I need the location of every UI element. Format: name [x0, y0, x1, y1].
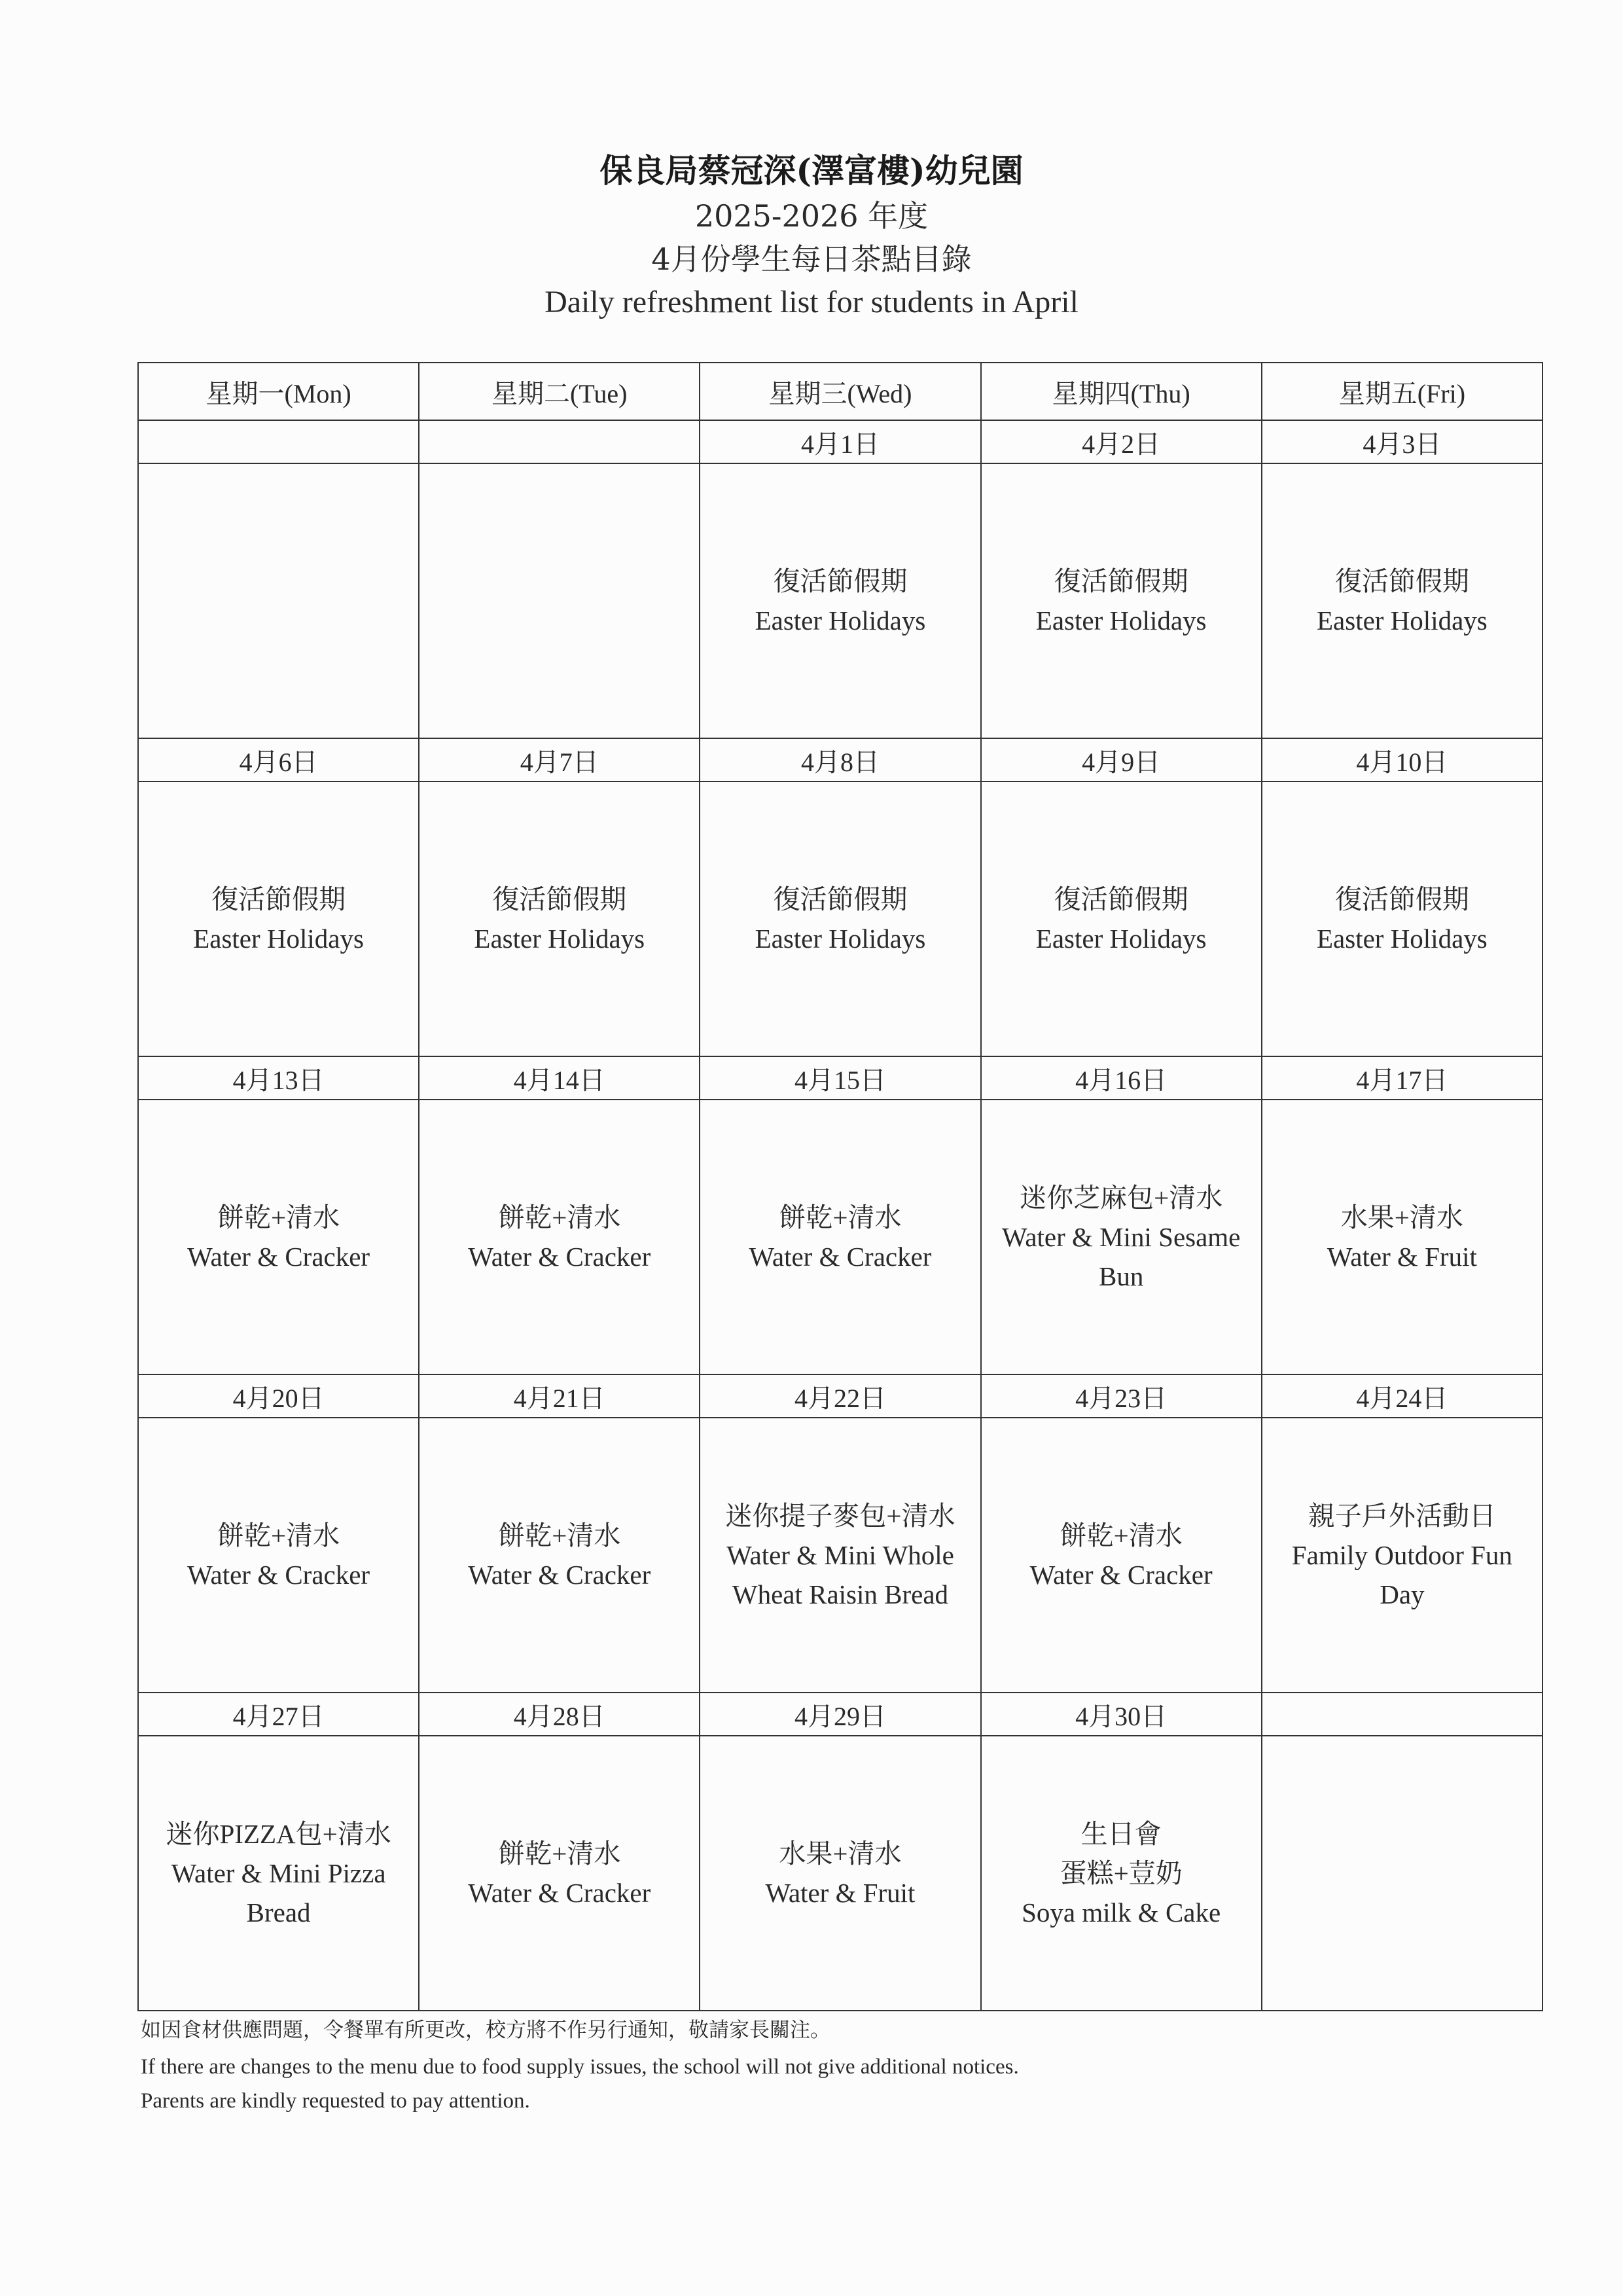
date-cell: 4月6日: [138, 738, 419, 781]
date-cell: 4月20日: [138, 1374, 419, 1418]
menu-cell: [138, 781, 419, 1056]
date-cell: 4月8日: [700, 738, 980, 781]
menu-item-text: 生日會: [1080, 1819, 1162, 1849]
menu-item-text: Water & Cracker: [187, 1560, 370, 1590]
menu-item-text: Bread: [246, 1897, 311, 1928]
menu-cell: [419, 1736, 700, 2011]
menu-item-text: Soya milk & Cake: [1022, 1897, 1221, 1928]
date-cell: [138, 420, 419, 463]
date-row: [138, 420, 1543, 463]
menu-item-text: 復活節假期: [1334, 884, 1469, 914]
weekday-header: 星期一(Mon): [138, 363, 419, 420]
menu-item-text: Easter Holidays: [474, 924, 645, 954]
menu-cell: [419, 1100, 700, 1374]
menu-item-text: Water & Cracker: [749, 1242, 932, 1272]
menu-item-text: Water & Cracker: [468, 1242, 651, 1272]
date-cell: 4月1日: [700, 420, 980, 463]
menu-item-text: 餅乾+清水: [498, 1839, 621, 1869]
menu-item-text: 復活節假期: [211, 884, 346, 914]
date-cell: 4月9日: [981, 738, 1262, 781]
menu-item-text: Family Outdoor Fun Day: [1291, 1540, 1512, 1609]
menu-cell: [700, 781, 980, 1056]
date-cell: 4月16日: [981, 1056, 1262, 1100]
menu-cell: [1262, 463, 1543, 738]
menu-item-text: 蛋糕+荳奶: [1060, 1858, 1183, 1888]
school-name: 保良局蔡冠深(澤富樓)幼兒園: [599, 151, 1024, 190]
date-cell: 4月28日: [419, 1693, 700, 1736]
weekday-header: 星期五(Fri): [1262, 363, 1543, 420]
date-cell: 4月29日: [700, 1693, 980, 1736]
menu-item-text: Easter Holidays: [755, 605, 926, 636]
menu-row: [138, 1736, 1543, 2011]
date-cell: [419, 420, 700, 463]
menu-item-text: Easter Holidays: [193, 924, 364, 954]
menu-item-text: Bun: [1098, 1261, 1144, 1291]
menu-item-text: 餅乾+清水: [1060, 1520, 1183, 1551]
menu-item-text: 親子戶外活動日: [1308, 1501, 1496, 1531]
menu-cell: [700, 463, 980, 738]
menu-item-text: Easter Holidays: [1035, 924, 1207, 954]
menu-item-text: Easter Holidays: [1035, 605, 1207, 636]
date-cell: 4月15日: [700, 1056, 980, 1100]
menu-item-text: 餅乾+清水: [779, 1202, 902, 1232]
academic-year: 2025-2026 年度: [694, 198, 929, 234]
menu-cell: [419, 781, 700, 1056]
menu-item-text: Water & Mini Pizza: [171, 1858, 386, 1888]
menu-item-text: 水果+清水: [1340, 1202, 1463, 1232]
date-row: [138, 738, 1543, 781]
weekday-header: 星期二(Tue): [419, 363, 700, 420]
weekday-header: 星期四(Thu): [981, 363, 1262, 420]
date-cell: 4月22日: [700, 1374, 980, 1418]
date-cell: 4月23日: [981, 1374, 1262, 1418]
date-cell: 4月24日: [1262, 1374, 1543, 1418]
document-header: [0, 147, 1623, 324]
menu-row: [138, 1100, 1543, 1374]
menu-cell: [138, 1736, 419, 2011]
menu-cell: [419, 463, 700, 738]
date-cell: 4月21日: [419, 1374, 700, 1418]
menu-row: [138, 1418, 1543, 1693]
menu-cell: [1262, 1100, 1543, 1374]
menu-cell: [981, 1100, 1262, 1374]
menu-item-text: Water & Mini Whole: [726, 1540, 954, 1570]
date-row: [138, 1693, 1543, 1736]
menu-cell: [700, 1100, 980, 1374]
menu-item-text: Water & Mini Sesame: [1001, 1222, 1241, 1252]
menu-item-text: 復活節假期: [1054, 884, 1188, 914]
menu-cell: [1262, 1736, 1543, 2011]
menu-item-text: Easter Holidays: [1317, 924, 1488, 954]
menu-item-text: Water & Cracker: [1029, 1560, 1213, 1590]
date-cell: 4月13日: [138, 1056, 419, 1100]
menu-cell: [1262, 781, 1543, 1056]
menu-item-text: Water & Cracker: [187, 1242, 370, 1272]
title-english: Daily refreshment list for students in April: [544, 285, 1079, 319]
menu-body: [138, 420, 1543, 2011]
menu-cell: [1262, 1418, 1543, 1693]
footer-notice: [141, 2011, 1515, 2118]
menu-cell: [419, 1418, 700, 1693]
date-cell: 4月14日: [419, 1056, 700, 1100]
weekday-header: 星期三(Wed): [700, 363, 980, 420]
menu-cell: [700, 1736, 980, 2011]
menu-cell: [981, 1736, 1262, 2011]
title-chinese: 4月份學生每日茶點目錄: [651, 242, 972, 277]
menu-item-text: Water & Fruit: [1327, 1242, 1477, 1272]
menu-cell: [981, 781, 1262, 1056]
menu-item-text: Easter Holidays: [755, 924, 926, 954]
date-row: [138, 1056, 1543, 1100]
menu-item-text: 復活節假期: [492, 884, 627, 914]
menu-cell: [138, 1418, 419, 1693]
menu-item-text: Water & Fruit: [765, 1878, 916, 1908]
notice-english-line-1: If there are changes to the menu due to food supply issues, the school will not give additional notices.: [141, 2055, 1019, 2079]
date-cell: 4月3日: [1262, 420, 1543, 463]
date-cell: 4月27日: [138, 1693, 419, 1736]
menu-item-text: Water & Cracker: [468, 1560, 651, 1590]
menu-cell: [981, 1418, 1262, 1693]
date-cell: 4月7日: [419, 738, 700, 781]
date-cell: 4月30日: [981, 1693, 1262, 1736]
date-cell: 4月2日: [981, 420, 1262, 463]
date-cell: 4月10日: [1262, 738, 1543, 781]
date-cell: 4月17日: [1262, 1056, 1543, 1100]
menu-item-text: 迷你提子麥包+清水: [725, 1501, 955, 1531]
menu-item-text: 餅乾+清水: [498, 1202, 621, 1232]
menu-item-text: Easter Holidays: [1317, 605, 1488, 636]
menu-item-text: 迷你PIZZA包+清水: [166, 1819, 391, 1849]
menu-item-text: 復活節假期: [773, 566, 908, 596]
menu-cell: [138, 1100, 419, 1374]
weekday-header-row: [138, 363, 1543, 420]
menu-cell: [138, 463, 419, 738]
refreshment-table: [137, 362, 1543, 2011]
menu-item-text: 餅乾+清水: [217, 1202, 340, 1232]
notice-english-line-2: Parents are kindly requested to pay attention.: [141, 2089, 530, 2113]
menu-item-text: 水果+清水: [779, 1839, 902, 1869]
menu-cell: [981, 463, 1262, 738]
menu-row: [138, 463, 1543, 738]
menu-item-text: Wheat Raisin Bread: [732, 1579, 949, 1609]
notice-chinese: 如因食材供應問題，令餐單有所更改，校方將不作另行通知，敬請家長關注。: [141, 2018, 830, 2041]
menu-item-text: 餅乾+清水: [217, 1520, 340, 1551]
menu-item-text: 餅乾+清水: [498, 1520, 621, 1551]
menu-row: [138, 781, 1543, 1056]
menu-cell: [700, 1418, 980, 1693]
menu-item-text: 復活節假期: [773, 884, 908, 914]
menu-item-text: Water & Cracker: [468, 1878, 651, 1908]
date-row: [138, 1374, 1543, 1418]
menu-item-text: 迷你芝麻包+清水: [1020, 1183, 1223, 1213]
menu-item-text: 復活節假期: [1054, 566, 1188, 596]
menu-item-text: 復活節假期: [1334, 566, 1469, 596]
date-cell: [1262, 1693, 1543, 1736]
